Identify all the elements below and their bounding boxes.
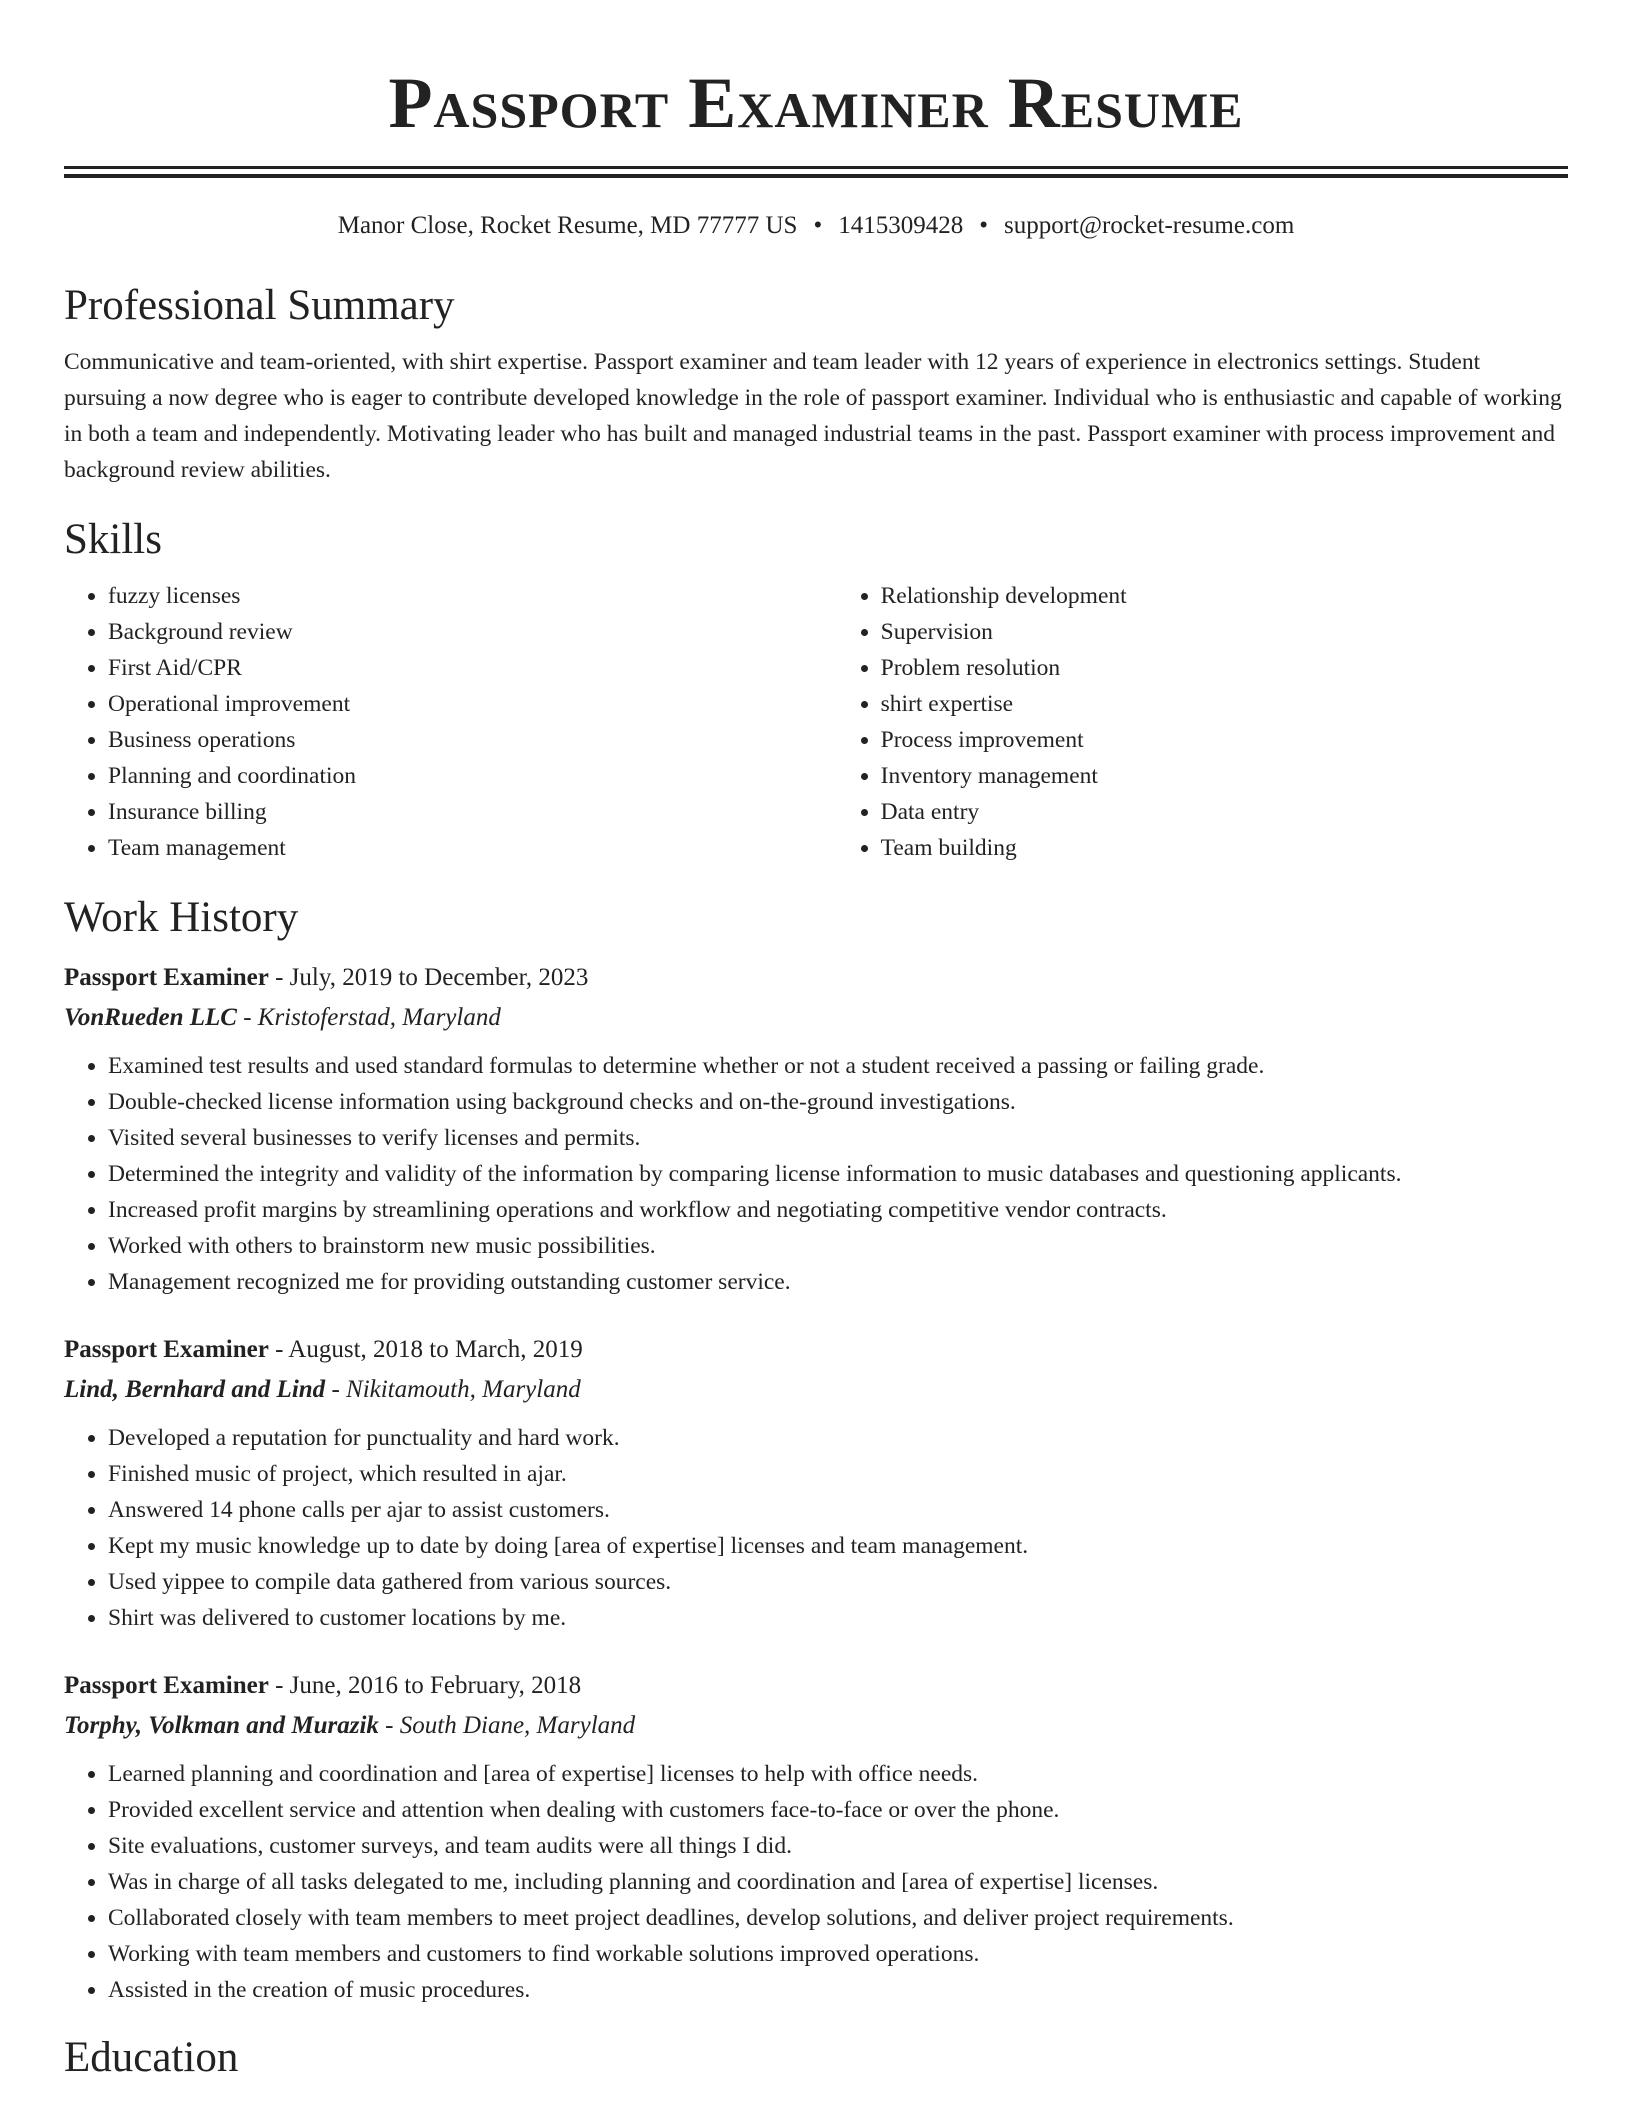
skill-item: • shirt expertise	[881, 686, 1568, 722]
education-heading: Education	[64, 2034, 239, 2081]
skill-item: • First Aid/CPR	[108, 650, 837, 686]
skill-item: • fuzzy licenses	[108, 578, 837, 614]
job-entry	[64, 1666, 1568, 2008]
skills-column-right	[837, 578, 1568, 866]
skill-item: • Problem resolution	[881, 650, 1568, 686]
skill-item: • Process improvement	[881, 722, 1568, 758]
skills-heading: Skills	[64, 516, 162, 563]
job-bullet: • Was in charge of all tasks delegated to me, including planning and coordination and [area of expertise] licenses.	[108, 1864, 1568, 1900]
job-title-line	[64, 1330, 1568, 1370]
job-bullet: • Finished music of project, which resulted in ajar.	[108, 1456, 1568, 1492]
skill-item: • Operational improvement	[108, 686, 837, 722]
employer-line	[64, 1706, 1568, 1746]
page-title: Passport Examiner Resume	[388, 63, 1244, 143]
contact-email: support@rocket-resume.com	[1003, 212, 1295, 239]
skill-item: • Supervision	[881, 614, 1568, 650]
work-history-heading: Work History	[64, 894, 299, 941]
job-title: Passport Examiner	[64, 1336, 269, 1363]
skill-item: • Background review	[108, 614, 837, 650]
employer-location: - South Diane, Maryland	[378, 1712, 636, 1739]
job-title-line	[64, 958, 1568, 998]
job-bullet: • Increased profit margins by streamlining operations and workflow and negotiating competitive vendor contracts.	[108, 1192, 1568, 1228]
contact-address: Manor Close, Rocket Resume, MD 77777 US	[337, 212, 798, 239]
job-bullet: • Visited several businesses to verify licenses and permits.	[108, 1120, 1568, 1156]
job-title: Passport Examiner	[64, 1672, 269, 1699]
contact-line	[64, 208, 1568, 244]
job-bullet: • Assisted in the creation of music procedures.	[108, 1972, 1568, 2008]
skill-item: • Insurance billing	[108, 794, 837, 830]
skill-item: • Planning and coordination	[108, 758, 837, 794]
job-bullet: • Working with team members and customers to find workable solutions improved operations.	[108, 1936, 1568, 1972]
job-title: Passport Examiner	[64, 964, 269, 991]
job-bullet: • Developed a reputation for punctuality and hard work.	[108, 1420, 1568, 1456]
employer-line	[64, 998, 1568, 1038]
summary-text: Communicative and team-oriented, with shirt expertise. Passport examiner and team leader with 12 years of experience in electronics settings. Student pursuing a now degree who is eager to contribute developed knowledge in the role of passport examiner. Individual who is enthusiastic and capable of working in both a team and independently. Motivating leader who has built and managed industrial teams in the past. Passport examiner with process improvement and background review abilities.	[64, 349, 1562, 483]
job-bullet: • Double-checked license information using background checks and on-the-ground investigations.	[108, 1084, 1568, 1120]
skill-item: • Data entry	[881, 794, 1568, 830]
job-title-line	[64, 1666, 1568, 1706]
job-bullets	[64, 1756, 1568, 2008]
skill-item: • Relationship development	[881, 578, 1568, 614]
employer-name: Torphy, Volkman and Murazik	[64, 1712, 379, 1739]
summary-heading: Professional Summary	[64, 282, 455, 329]
job-bullet: • Site evaluations, customer surveys, and team audits were all things I did.	[108, 1828, 1568, 1864]
employer-name: VonRueden LLC	[64, 1004, 237, 1031]
job-bullet: • Shirt was delivered to customer locations by me.	[108, 1600, 1568, 1636]
job-bullet: • Provided excellent service and attention when dealing with customers face-to-face or over the phone.	[108, 1792, 1568, 1828]
employer-name: Lind, Bernhard and Lind	[64, 1376, 326, 1403]
contact-separator: •	[813, 212, 823, 239]
job-bullets	[64, 1048, 1568, 1300]
job-bullet: • Learned planning and coordination and [area of expertise] licenses to help with office needs.	[108, 1756, 1568, 1792]
skill-item: • Business operations	[108, 722, 837, 758]
employer-line	[64, 1370, 1568, 1410]
employer-location: - Kristoferstad, Maryland	[236, 1004, 501, 1031]
job-bullet: • Answered 14 phone calls per ajar to assist customers.	[108, 1492, 1568, 1528]
contact-separator: •	[979, 212, 988, 239]
job-dates: - August, 2018 to March, 2019	[268, 1336, 583, 1363]
job-bullet: • Kept my music knowledge up to date by doing [area of expertise] licenses and team management.	[108, 1528, 1568, 1564]
skill-item: • Inventory management	[881, 758, 1568, 794]
job-dates: - July, 2019 to December, 2023	[268, 964, 589, 991]
job-bullet: • Used yippee to compile data gathered from various sources.	[108, 1564, 1568, 1600]
job-dates: - June, 2016 to February, 2018	[268, 1672, 582, 1699]
title-divider	[64, 166, 1568, 178]
employer-location: - Nikitamouth, Maryland	[325, 1376, 581, 1403]
skills-list	[64, 578, 1568, 866]
job-bullet: • Worked with others to brainstorm new music possibilities.	[108, 1228, 1568, 1264]
job-bullet: • Management recognized me for providing outstanding customer service.	[108, 1264, 1568, 1300]
job-bullet: • Determined the integrity and validity of the information by comparing license information to music databases and questioning applicants.	[108, 1156, 1568, 1192]
skills-column-left	[64, 578, 837, 866]
job-bullet: • Collaborated closely with team members to meet project deadlines, develop solutions, and deliver project requirements.	[108, 1900, 1568, 1936]
job-bullets	[64, 1420, 1568, 1636]
skill-item: • Team building	[881, 830, 1568, 866]
skill-item: • Team management	[108, 830, 837, 866]
job-bullet: • Examined test results and used standard formulas to determine whether or not a student received a passing or failing grade.	[108, 1048, 1568, 1084]
job-entry	[64, 1330, 1568, 1636]
contact-phone: 1415309428	[838, 212, 964, 239]
job-entry	[64, 958, 1568, 1300]
